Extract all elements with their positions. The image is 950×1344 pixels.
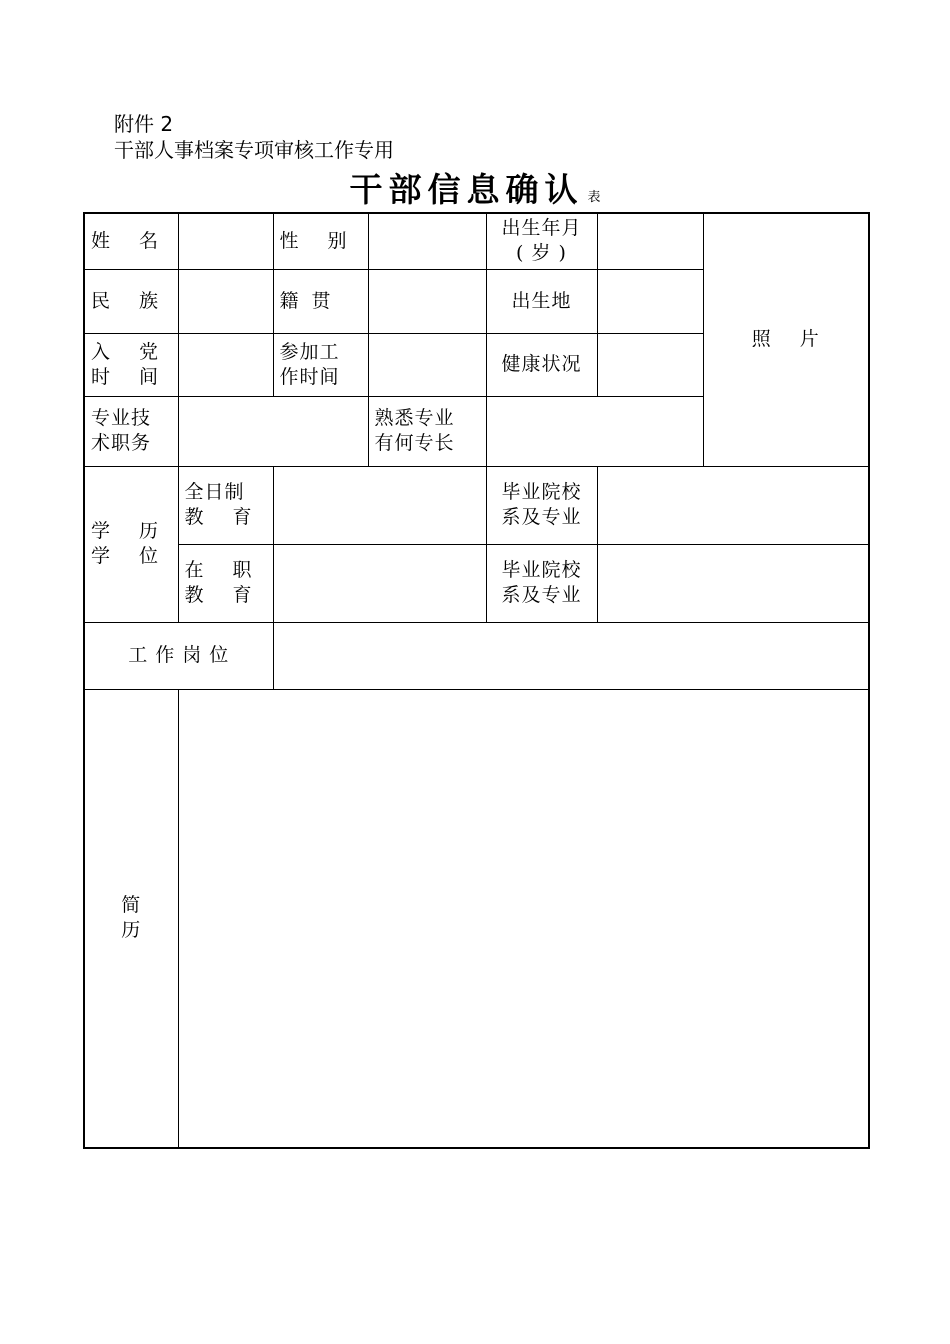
title-suffix: 表 bbox=[587, 190, 601, 205]
specialty-field[interactable] bbox=[486, 396, 703, 466]
fulltime-school-label: 毕业院校 系及专业 bbox=[486, 466, 597, 544]
birthplace-field[interactable] bbox=[597, 269, 703, 333]
birth-date-field[interactable] bbox=[597, 213, 703, 269]
education-label: 学 历 学 位 bbox=[84, 466, 178, 622]
work-start-date-label: 参加工 作时间 bbox=[273, 333, 368, 396]
specialty-label: 熟悉专业 有何专长 bbox=[368, 396, 486, 466]
photo-box[interactable]: 照 片 bbox=[703, 213, 869, 466]
gender-field[interactable] bbox=[368, 213, 486, 269]
health-field[interactable] bbox=[597, 333, 703, 396]
inservice-education-label: 在 职 教 育 bbox=[178, 544, 273, 622]
purpose-line: 干部人事档案专项审核工作专用 bbox=[114, 138, 394, 162]
job-position-field[interactable] bbox=[273, 622, 869, 689]
tech-title-label: 专业技 术职务 bbox=[84, 396, 178, 466]
name-field[interactable] bbox=[178, 213, 273, 269]
name-label: 姓 名 bbox=[84, 213, 178, 269]
birthplace-label: 出生地 bbox=[486, 269, 597, 333]
ethnicity-label: 民 族 bbox=[84, 269, 178, 333]
health-label: 健康状况 bbox=[486, 333, 597, 396]
inservice-school-field[interactable] bbox=[597, 544, 869, 622]
inservice-school-label: 毕业院校 系及专业 bbox=[486, 544, 597, 622]
fulltime-education-label: 全日制 教 育 bbox=[178, 466, 273, 544]
resume-field[interactable] bbox=[178, 689, 869, 1148]
birth-date-label: 出生年月 ( 岁 ) bbox=[486, 213, 597, 269]
attachment-label: 附件 2 bbox=[114, 112, 174, 136]
fulltime-education-field[interactable] bbox=[273, 466, 486, 544]
gender-label: 性 别 bbox=[273, 213, 368, 269]
native-place-label: 籍 贯 bbox=[273, 269, 368, 333]
ethnicity-field[interactable] bbox=[178, 269, 273, 333]
resume-label: 简 历 bbox=[84, 689, 178, 1148]
tech-title-field[interactable] bbox=[178, 396, 368, 466]
cadre-info-form bbox=[83, 212, 870, 1149]
title-block bbox=[0, 164, 950, 211]
party-join-date-label: 入 党 时 间 bbox=[84, 333, 178, 396]
page-title: 干部信息确认 bbox=[349, 170, 584, 209]
work-start-date-field[interactable] bbox=[368, 333, 486, 396]
job-position-label: 工 作 岗 位 bbox=[84, 622, 273, 689]
native-place-field[interactable] bbox=[368, 269, 486, 333]
party-join-date-field[interactable] bbox=[178, 333, 273, 396]
fulltime-school-field[interactable] bbox=[597, 466, 869, 544]
inservice-education-field[interactable] bbox=[273, 544, 486, 622]
